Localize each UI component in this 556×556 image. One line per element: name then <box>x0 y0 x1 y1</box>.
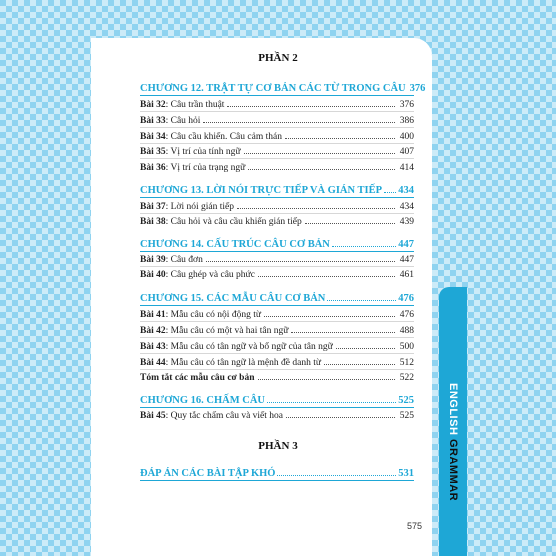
toc-row[interactable] <box>140 307 414 320</box>
dot-leader <box>237 208 395 209</box>
lesson-title: : Mẫu câu có tân ngữ và bổ ngữ của tân ngữ <box>165 342 333 352</box>
lesson-number: Bài 33 <box>140 116 166 126</box>
dot-leader <box>384 192 396 193</box>
chapter-title: CHƯƠNG 16. CHẤM CÂU <box>140 395 266 406</box>
chapter-page: 525 <box>398 395 414 406</box>
lesson-number: Tóm tắt các mẫu câu cơ bản <box>140 373 255 383</box>
answers-heading[interactable] <box>140 465 414 479</box>
dot-leader <box>327 300 396 301</box>
lesson-number: Bài 42 <box>140 326 166 336</box>
chapter-page: 531 <box>398 468 414 479</box>
lesson-title: : Quy tắc chấm câu và viết hoa <box>165 411 283 421</box>
lesson-title: : Vị trí của tính ngữ <box>165 147 241 157</box>
dot-leader <box>291 332 395 333</box>
dot-leader <box>324 364 395 365</box>
lesson-page: 407 <box>399 147 414 157</box>
dot-leader <box>277 475 396 476</box>
lesson-number: Bài 37 <box>140 202 166 212</box>
side-tab-word-grammar: GRAMMAR <box>447 438 459 502</box>
lesson-title: : Câu hỏi <box>165 116 201 126</box>
lesson-page: 386 <box>399 116 414 126</box>
lesson-page: 522 <box>399 373 414 383</box>
row-divider <box>140 158 414 159</box>
part-3-title: PHẦN 3 <box>258 440 298 452</box>
chapter-14-heading[interactable] <box>140 236 414 250</box>
dot-leader <box>332 246 396 247</box>
dot-leader <box>248 169 395 170</box>
chapter-title: CHƯƠNG 14. CẤU TRÚC CÂU CƠ BẢN <box>140 239 330 250</box>
lesson-page: 525 <box>399 411 414 421</box>
toc-row[interactable] <box>140 339 414 352</box>
toc-row[interactable] <box>140 267 414 280</box>
toc-row[interactable] <box>140 113 414 126</box>
toc-row[interactable] <box>140 323 414 336</box>
row-divider <box>140 321 414 322</box>
lesson-title: : Câu đơn <box>165 255 203 265</box>
toc-row[interactable] <box>140 408 414 421</box>
lesson-title: : Câu ghép và câu phức <box>165 270 255 280</box>
dot-leader <box>258 379 395 380</box>
chapter-page: 447 <box>398 239 414 250</box>
side-tab-label <box>447 383 459 501</box>
chapter-divider <box>140 95 414 96</box>
dot-leader <box>244 153 395 154</box>
part-2-title: PHẦN 2 <box>258 52 298 64</box>
lesson-title: : Câu trần thuật <box>165 100 225 110</box>
chapter-divider <box>140 480 414 481</box>
dot-leader <box>285 138 395 139</box>
toc-row[interactable] <box>140 370 414 383</box>
lesson-page: 512 <box>399 358 414 368</box>
row-divider <box>140 353 414 354</box>
toc-row[interactable] <box>140 252 414 265</box>
toc-row[interactable] <box>140 199 414 212</box>
lesson-title: : Mẫu câu có tân ngữ là mệnh đề danh từ <box>165 358 322 368</box>
lesson-number: Bài 40 <box>140 270 166 280</box>
chapter-title: CHƯƠNG 12. TRẬT TỰ CƠ BẢN CÁC TỪ TRONG CÂU <box>140 83 406 94</box>
chapter-13-heading[interactable] <box>140 182 414 196</box>
row-divider <box>140 337 414 338</box>
chapter-divider <box>140 305 414 306</box>
dot-leader <box>227 106 395 107</box>
lesson-page: 461 <box>399 270 414 280</box>
chapter-16-heading[interactable] <box>140 392 414 406</box>
dot-leader <box>305 223 395 224</box>
lesson-number: Bài 44 <box>140 358 166 368</box>
chapter-12-heading[interactable] <box>140 80 426 94</box>
row-divider <box>140 127 414 128</box>
lesson-title: : Vị trí của trạng ngữ <box>165 163 246 173</box>
dot-leader <box>258 276 395 277</box>
lesson-number: Bài 38 <box>140 217 166 227</box>
lesson-page: 376 <box>399 100 414 110</box>
page-number: 575 <box>407 521 423 531</box>
lesson-title: : Mẫu câu có một và hai tân ngữ <box>165 326 289 336</box>
dot-leader <box>206 261 395 262</box>
chapter-15-heading[interactable] <box>140 290 414 304</box>
lesson-page: 400 <box>399 132 414 142</box>
dot-leader <box>203 122 395 123</box>
lesson-number: Bài 45 <box>140 411 166 421</box>
lesson-title: : Lời nói gián tiếp <box>165 202 234 212</box>
dot-leader <box>264 316 395 317</box>
side-tab <box>439 287 467 556</box>
lesson-number: Bài 34 <box>140 132 166 142</box>
lesson-number: Bài 41 <box>140 310 166 320</box>
lesson-page: 434 <box>399 202 414 212</box>
dot-leader <box>286 417 395 418</box>
toc-row[interactable] <box>140 144 414 157</box>
dot-leader <box>267 402 396 403</box>
lesson-number: Bài 36 <box>140 163 166 173</box>
chapter-title: ĐÁP ÁN CÁC BÀI TẬP KHÓ <box>140 468 276 479</box>
chapter-divider <box>140 197 414 198</box>
toc-row[interactable] <box>140 355 414 368</box>
lesson-page: 500 <box>399 342 414 352</box>
lesson-page: 488 <box>399 326 414 336</box>
lesson-number: Bài 32 <box>140 100 166 110</box>
row-divider <box>140 111 414 112</box>
side-tab-word-english: ENGLISH <box>447 383 459 436</box>
lesson-page: 476 <box>399 310 414 320</box>
lesson-page: 447 <box>399 255 414 265</box>
chapter-page: 434 <box>398 185 414 196</box>
chapter-title: CHƯƠNG 15. CÁC MẪU CÂU CƠ BẢN <box>140 293 326 304</box>
toc-row[interactable] <box>140 97 414 110</box>
toc-row[interactable] <box>140 129 414 142</box>
chapter-page: 376 <box>409 83 426 94</box>
lesson-number: Bài 43 <box>140 342 166 352</box>
dot-leader <box>336 348 395 349</box>
chapter-page: 476 <box>398 293 414 304</box>
chapter-title: CHƯƠNG 13. LỜI NÓI TRỰC TIẾP VÀ GIÁN TIẾP <box>140 185 383 196</box>
lesson-title: : Mẫu câu có nội động từ <box>165 310 261 320</box>
lesson-page: 414 <box>399 163 414 173</box>
lesson-title: : Câu hỏi và câu cầu khiến gián tiếp <box>165 217 302 227</box>
lesson-number: Bài 35 <box>140 147 166 157</box>
lesson-page: 439 <box>399 217 414 227</box>
lesson-number: Bài 39 <box>140 255 166 265</box>
toc-row[interactable] <box>140 160 414 173</box>
lesson-title: : Câu cầu khiến. Câu cảm thán <box>165 132 282 142</box>
toc-row[interactable] <box>140 214 414 227</box>
